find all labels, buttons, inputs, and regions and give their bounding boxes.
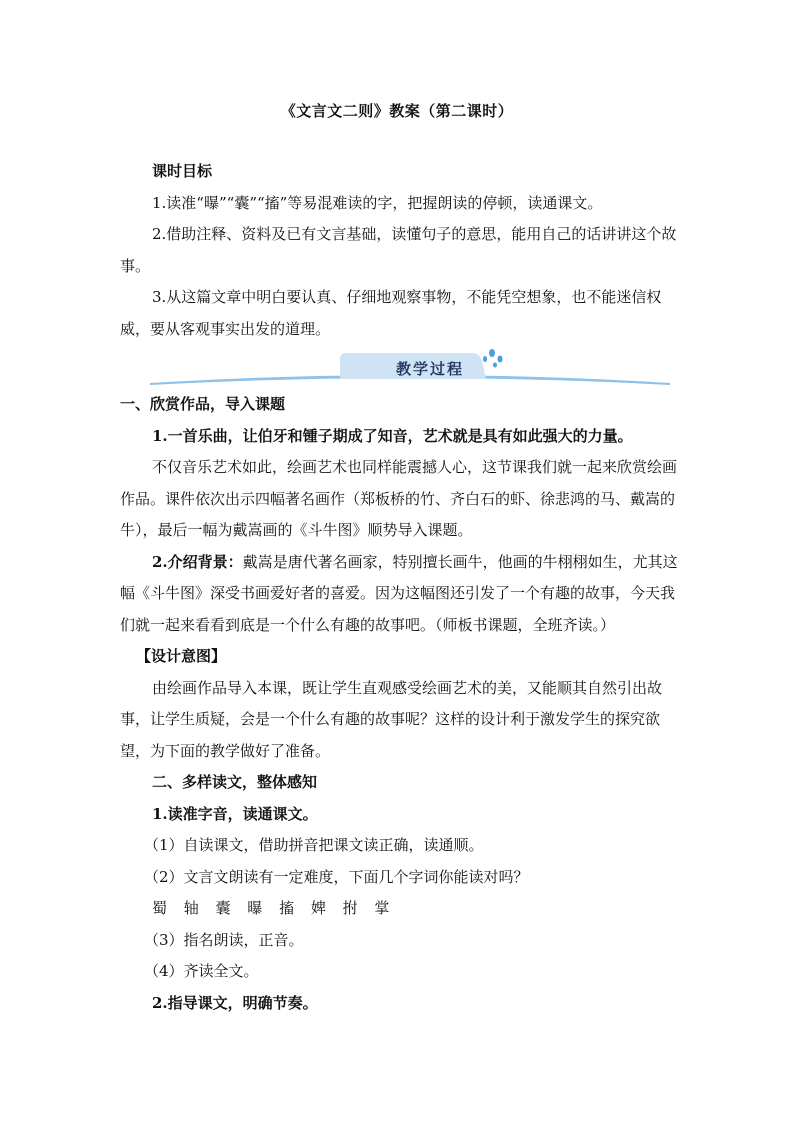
section-banner <box>120 347 680 389</box>
objective-item: 3.从这篇文章中明白要认真、仔细地观察事物，不能凭空想象，也不能迷信权威，要从客观事实出发的道理。 <box>120 288 662 338</box>
document-body <box>120 156 680 1019</box>
list-item: （4）齐读全文。 <box>144 962 259 980</box>
objective-item: 2.借助注释、资料及已有文言基础，读懂句子的意思，能用自己的话讲讲这个故事。 <box>120 225 677 275</box>
banner-label: 教学过程 <box>395 360 464 378</box>
design-heading: 【设计意图】 <box>136 647 227 665</box>
list-item: （1）自读课文，借助拼音把课文读正确，读通顺。 <box>144 836 484 854</box>
section-heading: 一、欣赏作品，导入课题 <box>120 395 286 413</box>
paragraph: 不仅音乐艺术如此，绘画艺术也同样能震撼人心，这节课我们就一起来欣赏绘画作品。课件依次出示四幅著名画作（郑板桥的竹、齐白石的虾、徐悲鸿的马、戴嵩的牛），最后一幅为戴嵩画的《斗牛图》顺势导入课题。 <box>120 458 678 539</box>
point-heading: 1.读准字音，读通课文。 <box>152 804 318 823</box>
list-item: （2）文言文朗读有一定难度，下面几个字词你能读对吗？ <box>144 867 529 886</box>
section-heading: 二、多样读文，整体感知 <box>152 773 318 791</box>
paragraph: 由绘画作品导入本课，既让学生直观感受绘画艺术的美，又能顺其自然引出故事，让学生质疑，会是一个什么有趣的故事呢？这样的设计利于激发学生的探究欲望，为下面的教学做好了准备。 <box>120 678 663 760</box>
document-title: 《文言文二则》教案（第二课时） <box>280 102 514 120</box>
point-label: 2.介绍背景： <box>152 552 243 571</box>
objectives-heading: 课时目标 <box>152 162 213 180</box>
character-list: 蜀 轴 囊 曝 搐 婢 拊 掌 <box>152 899 393 917</box>
point-text: 戴嵩是唐代著名画家，特别擅长画牛，他画的牛栩栩如生，尤其这幅《斗牛图》深受书画爱好者的喜爱。因为这幅图还引发了一个有趣的故事，今天我们就一起来看看到底是一个什么有趣的故事吧。（师板书课题，全班齐读。） <box>120 552 678 634</box>
point-heading: 1.一首乐曲，让伯牙和锺子期成了知音，艺术就是具有如此强大的力量。 <box>152 426 633 445</box>
paragraph <box>120 547 680 642</box>
point-heading: 2.指导课文，明确节奏。 <box>152 993 318 1012</box>
objective-item: 1.读准“曝”“囊”“搐”等易混难读的字，把握朗读的停顿，读通课文。 <box>152 193 603 212</box>
list-item: （3）指名朗读，正音。 <box>144 930 304 949</box>
